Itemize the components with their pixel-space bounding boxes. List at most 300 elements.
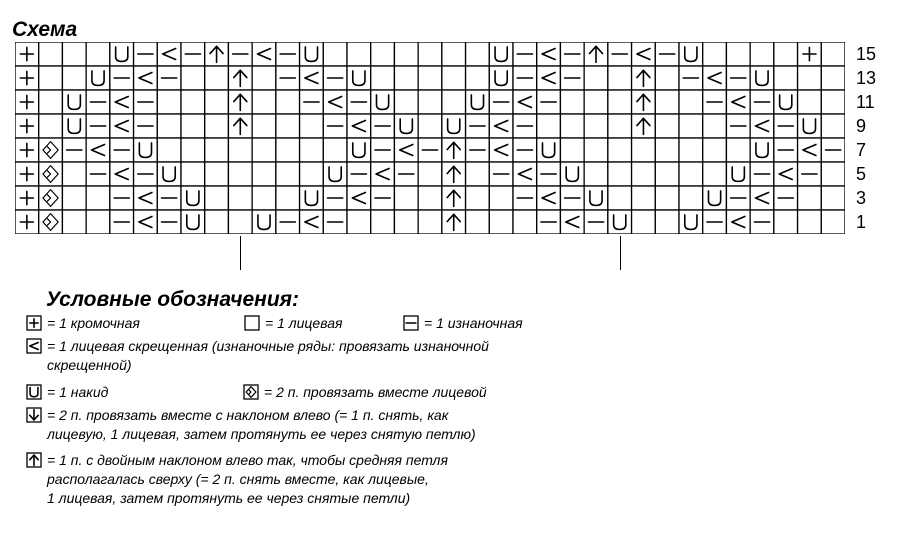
chart-cell xyxy=(442,90,466,114)
chart-cell xyxy=(394,210,418,234)
chart-cell xyxy=(276,66,300,90)
chart-cell xyxy=(632,186,656,210)
chart-cell xyxy=(584,42,608,66)
chart-cell xyxy=(39,66,63,90)
chart-cell xyxy=(679,210,703,234)
chart-cell xyxy=(703,138,727,162)
chart-cell xyxy=(655,90,679,114)
chart-cell xyxy=(798,42,822,66)
chart-cell xyxy=(560,42,584,66)
chart-cell xyxy=(655,210,679,234)
chart-cell xyxy=(86,66,110,90)
chart-cell xyxy=(560,138,584,162)
legend-twisted-knit-text: = 1 лицевая скрещенная (изнаночные ряды: провязать изнаночной xyxy=(47,338,489,354)
chart-cell xyxy=(252,186,276,210)
chart-cell xyxy=(394,138,418,162)
chart-cell xyxy=(15,186,39,210)
chart-cell xyxy=(15,162,39,186)
chart-cell xyxy=(821,162,845,186)
chart-cell xyxy=(513,138,537,162)
legend-ssk-text-2: лицевую, 1 лицевая, затем протянуть ее через снятую петлю) xyxy=(47,426,476,442)
chart-cell xyxy=(300,42,324,66)
chart-cell xyxy=(584,90,608,114)
chart-cell xyxy=(371,186,395,210)
knitting-chart xyxy=(15,42,845,234)
chart-cell xyxy=(679,114,703,138)
chart-cell xyxy=(300,66,324,90)
chart-cell xyxy=(703,210,727,234)
chart-cell xyxy=(371,138,395,162)
chart-cell xyxy=(181,162,205,186)
chart-cell xyxy=(86,138,110,162)
chart-cell xyxy=(15,90,39,114)
chart-cell xyxy=(15,42,39,66)
chart-cell xyxy=(655,114,679,138)
chart-cell xyxy=(821,186,845,210)
chart-cell xyxy=(798,210,822,234)
chart-cell xyxy=(560,90,584,114)
chart-cell xyxy=(489,210,513,234)
chart-cell xyxy=(679,138,703,162)
chart-cell xyxy=(39,162,63,186)
chart-cell xyxy=(62,66,86,90)
chart-row xyxy=(15,114,845,138)
chart-cell xyxy=(537,186,561,210)
chart-cell xyxy=(15,114,39,138)
chart-cell xyxy=(466,162,490,186)
chart-cell xyxy=(726,162,750,186)
chart-cell xyxy=(489,66,513,90)
chart-cell xyxy=(703,66,727,90)
chart-title: Схема xyxy=(12,18,78,41)
chart-cell xyxy=(655,186,679,210)
chart-cell xyxy=(39,138,63,162)
row-number: 1 xyxy=(856,212,867,232)
chart-cell xyxy=(489,42,513,66)
chart-cell xyxy=(39,42,63,66)
chart-cell xyxy=(608,186,632,210)
chart-cell xyxy=(205,186,229,210)
yarn-over-symbol-icon xyxy=(26,384,42,400)
chart-cell xyxy=(205,138,229,162)
chart-cell xyxy=(228,186,252,210)
chart-cell xyxy=(323,162,347,186)
chart-cell xyxy=(774,162,798,186)
chart-cell xyxy=(584,66,608,90)
chart-cell xyxy=(513,66,537,90)
chart-cell xyxy=(632,210,656,234)
chart-cell xyxy=(300,114,324,138)
chart-cell xyxy=(228,66,252,90)
chart-cell xyxy=(394,90,418,114)
repeat-marker-line xyxy=(620,236,621,270)
chart-cell xyxy=(110,162,134,186)
chart-cell xyxy=(560,186,584,210)
chart-cell xyxy=(347,114,371,138)
chart-cell xyxy=(347,138,371,162)
chart-row xyxy=(15,186,845,210)
chart-cell xyxy=(418,66,442,90)
chart-cell xyxy=(655,42,679,66)
row-number: 7 xyxy=(856,140,867,160)
chart-cell xyxy=(134,186,158,210)
chart-cell xyxy=(134,114,158,138)
legend-yarn-over-text: = 1 накид xyxy=(47,384,109,400)
chart-cell xyxy=(750,66,774,90)
chart-cell xyxy=(560,210,584,234)
chart-cell xyxy=(62,90,86,114)
chart-cell xyxy=(703,162,727,186)
chart-cell xyxy=(300,210,324,234)
chart-cell xyxy=(181,138,205,162)
chart-cell xyxy=(347,90,371,114)
chart-cell xyxy=(15,138,39,162)
chart-cell xyxy=(513,90,537,114)
chart-cell xyxy=(418,42,442,66)
chart-cell xyxy=(489,90,513,114)
chart-cell xyxy=(62,42,86,66)
chart-cell xyxy=(228,114,252,138)
chart-cell xyxy=(181,90,205,114)
chart-cell xyxy=(703,42,727,66)
legend-title: Условные обозначения: xyxy=(46,288,300,311)
chart-cell xyxy=(774,66,798,90)
chart-cell xyxy=(418,138,442,162)
chart-cell xyxy=(110,114,134,138)
chart-cell xyxy=(726,42,750,66)
chart-cell xyxy=(134,138,158,162)
chart-cell xyxy=(86,186,110,210)
chart-row xyxy=(15,90,845,114)
chart-cell xyxy=(39,186,63,210)
chart-cell xyxy=(62,162,86,186)
chart-cell xyxy=(86,90,110,114)
chart-cell xyxy=(442,210,466,234)
chart-cell xyxy=(632,138,656,162)
row-number: 15 xyxy=(856,44,877,64)
chart-cell xyxy=(86,162,110,186)
chart-cell xyxy=(181,114,205,138)
chart-cell xyxy=(608,42,632,66)
chart-cell xyxy=(513,42,537,66)
chart-row xyxy=(15,210,845,234)
chart-cell xyxy=(821,42,845,66)
chart-cell xyxy=(157,186,181,210)
chart-cell xyxy=(205,66,229,90)
chart-cell xyxy=(608,90,632,114)
chart-cell xyxy=(632,114,656,138)
chart-cell xyxy=(418,210,442,234)
chart-cell xyxy=(205,210,229,234)
chart-cell xyxy=(205,90,229,114)
chart-cell xyxy=(584,138,608,162)
chart-cell xyxy=(181,42,205,66)
chart-row xyxy=(15,66,845,90)
chart-cell xyxy=(774,186,798,210)
chart-cell xyxy=(513,210,537,234)
chart-cell xyxy=(15,210,39,234)
chart-cell xyxy=(537,66,561,90)
chart-cell xyxy=(276,186,300,210)
chart-cell xyxy=(110,186,134,210)
chart-cell xyxy=(347,210,371,234)
chart-cell xyxy=(466,90,490,114)
repeat-marker-line xyxy=(240,236,241,270)
chart-cell xyxy=(560,114,584,138)
chart-cell xyxy=(466,114,490,138)
chart-cell xyxy=(134,90,158,114)
chart-cell xyxy=(750,210,774,234)
chart-cell xyxy=(537,138,561,162)
chart-cell xyxy=(276,42,300,66)
chart-cell xyxy=(252,42,276,66)
chart-cell xyxy=(418,90,442,114)
k2tog-symbol-icon xyxy=(243,384,259,400)
chart-cell xyxy=(798,138,822,162)
chart-cell xyxy=(821,138,845,162)
chart-cell xyxy=(300,138,324,162)
row-number: 3 xyxy=(856,188,867,208)
chart-cell xyxy=(371,210,395,234)
chart-cell xyxy=(300,90,324,114)
double-decrease-symbol-icon xyxy=(26,452,42,468)
chart-cell xyxy=(632,42,656,66)
chart-cell xyxy=(560,66,584,90)
chart-cell xyxy=(323,138,347,162)
chart-cell xyxy=(323,42,347,66)
knit-symbol-icon xyxy=(244,315,260,331)
chart-cell xyxy=(798,90,822,114)
chart-cell xyxy=(584,210,608,234)
chart-cell xyxy=(726,66,750,90)
chart-cell xyxy=(466,210,490,234)
chart-cell xyxy=(181,210,205,234)
legend-double-decrease-text-2: располагалась сверху (= 2 п. снять вместе, как лицевые, xyxy=(47,471,429,487)
chart-cell xyxy=(442,114,466,138)
chart-cell xyxy=(86,210,110,234)
chart-cell xyxy=(323,210,347,234)
chart-cell xyxy=(798,162,822,186)
chart-cell xyxy=(228,210,252,234)
ssk-symbol-icon xyxy=(26,407,42,423)
chart-cell xyxy=(513,114,537,138)
chart-cell xyxy=(608,138,632,162)
chart-cell xyxy=(466,42,490,66)
chart-cell xyxy=(442,66,466,90)
chart-cell xyxy=(774,42,798,66)
chart-cell xyxy=(300,186,324,210)
chart-cell xyxy=(15,66,39,90)
chart-cell xyxy=(252,90,276,114)
chart-cell xyxy=(134,42,158,66)
chart-cell xyxy=(347,66,371,90)
chart-cell xyxy=(181,186,205,210)
chart-cell xyxy=(679,162,703,186)
chart-cell xyxy=(821,114,845,138)
legend-knit-text: = 1 лицевая xyxy=(265,315,343,331)
chart-cell xyxy=(821,66,845,90)
chart-cell xyxy=(679,66,703,90)
chart-cell xyxy=(62,210,86,234)
chart-cell xyxy=(134,162,158,186)
chart-cell xyxy=(110,210,134,234)
chart-cell xyxy=(466,138,490,162)
chart-cell xyxy=(750,90,774,114)
chart-cell xyxy=(157,42,181,66)
chart-cell xyxy=(371,114,395,138)
chart-cell xyxy=(323,90,347,114)
chart-cell xyxy=(228,162,252,186)
chart-cell xyxy=(608,66,632,90)
legend-purl-text: = 1 изнаночная xyxy=(424,315,523,331)
chart-cell xyxy=(276,138,300,162)
row-number: 9 xyxy=(856,116,867,136)
chart-cell xyxy=(489,138,513,162)
chart-cell xyxy=(347,162,371,186)
chart-cell xyxy=(134,210,158,234)
chart-cell xyxy=(726,210,750,234)
chart-cell xyxy=(39,90,63,114)
chart-cell xyxy=(466,186,490,210)
chart-cell xyxy=(323,186,347,210)
chart-cell xyxy=(371,90,395,114)
chart-cell xyxy=(750,162,774,186)
chart-cell xyxy=(774,114,798,138)
legend-edge-stitch-text: = 1 кромочная xyxy=(47,315,140,331)
legend-double-decrease-text-3: 1 лицевая, затем протянуть ее через снятые петли) xyxy=(47,490,411,506)
chart-cell xyxy=(537,162,561,186)
chart-cell xyxy=(157,90,181,114)
purl-symbol-icon xyxy=(403,315,419,331)
chart-row xyxy=(15,138,845,162)
chart-cell xyxy=(62,186,86,210)
chart-cell xyxy=(86,114,110,138)
chart-cell xyxy=(394,42,418,66)
chart-cell xyxy=(110,42,134,66)
chart-cell xyxy=(679,90,703,114)
chart-cell xyxy=(442,186,466,210)
chart-cell xyxy=(513,186,537,210)
chart-cell xyxy=(347,42,371,66)
chart-cell xyxy=(228,42,252,66)
legend-k2tog-text: = 2 п. провязать вместе лицевой xyxy=(264,384,487,400)
chart-cell xyxy=(205,162,229,186)
chart-row xyxy=(15,162,845,186)
chart-cell xyxy=(276,90,300,114)
chart-cell xyxy=(157,114,181,138)
chart-cell xyxy=(655,138,679,162)
chart-cell xyxy=(584,186,608,210)
chart-cell xyxy=(798,114,822,138)
chart-cell xyxy=(466,66,490,90)
row-number: 13 xyxy=(856,68,877,88)
chart-cell xyxy=(584,114,608,138)
chart-cell xyxy=(157,210,181,234)
legend-twisted-knit-text-2: скрещенной) xyxy=(47,357,132,373)
chart-cell xyxy=(228,138,252,162)
chart-cell xyxy=(608,210,632,234)
chart-cell xyxy=(726,138,750,162)
chart-cell xyxy=(774,90,798,114)
chart-cell xyxy=(323,114,347,138)
chart-cell xyxy=(252,66,276,90)
chart-cell xyxy=(750,42,774,66)
chart-cell xyxy=(442,162,466,186)
chart-cell xyxy=(442,42,466,66)
chart-cell xyxy=(394,186,418,210)
chart-cell xyxy=(560,162,584,186)
chart-cell xyxy=(134,66,158,90)
chart-cell xyxy=(110,66,134,90)
chart-cell xyxy=(798,66,822,90)
chart-cell xyxy=(821,210,845,234)
chart-cell xyxy=(750,138,774,162)
chart-cell xyxy=(39,210,63,234)
chart-cell xyxy=(632,66,656,90)
chart-cell xyxy=(418,114,442,138)
chart-cell xyxy=(489,114,513,138)
chart-cell xyxy=(655,66,679,90)
chart-cell xyxy=(276,210,300,234)
chart-cell xyxy=(798,186,822,210)
chart-cell xyxy=(703,114,727,138)
chart-cell xyxy=(252,162,276,186)
chart-cell xyxy=(750,186,774,210)
chart-cell xyxy=(513,162,537,186)
chart-cell xyxy=(632,90,656,114)
chart-cell xyxy=(632,162,656,186)
chart-cell xyxy=(537,210,561,234)
chart-cell xyxy=(62,138,86,162)
chart-cell xyxy=(157,138,181,162)
chart-cell xyxy=(371,42,395,66)
chart-cell xyxy=(608,114,632,138)
chart-cell xyxy=(655,162,679,186)
chart-cell xyxy=(252,210,276,234)
chart-cell xyxy=(584,162,608,186)
chart-cell xyxy=(252,138,276,162)
chart-cell xyxy=(347,186,371,210)
chart-cell xyxy=(252,114,276,138)
legend-double-decrease-text: = 1 п. с двойным наклоном влево так, чтобы средняя петля xyxy=(47,452,448,468)
chart-cell xyxy=(371,162,395,186)
chart-cell xyxy=(205,42,229,66)
chart-cell xyxy=(418,186,442,210)
chart-cell xyxy=(821,90,845,114)
chart-cell xyxy=(418,162,442,186)
chart-cell xyxy=(679,186,703,210)
chart-cell xyxy=(181,66,205,90)
edge-stitch-symbol-icon xyxy=(26,315,42,331)
chart-cell xyxy=(39,114,63,138)
chart-cell xyxy=(394,162,418,186)
chart-cell xyxy=(62,114,86,138)
row-number: 11 xyxy=(856,92,875,112)
chart-cell xyxy=(774,210,798,234)
chart-cell xyxy=(276,114,300,138)
chart-cell xyxy=(608,162,632,186)
chart-cell xyxy=(750,114,774,138)
chart-cell xyxy=(276,162,300,186)
chart-row xyxy=(15,42,845,66)
chart-cell xyxy=(703,186,727,210)
chart-cell xyxy=(323,66,347,90)
chart-cell xyxy=(703,90,727,114)
chart-cell xyxy=(157,162,181,186)
twisted-knit-symbol-icon xyxy=(26,338,42,354)
chart-cell xyxy=(537,42,561,66)
chart-cell xyxy=(110,90,134,114)
